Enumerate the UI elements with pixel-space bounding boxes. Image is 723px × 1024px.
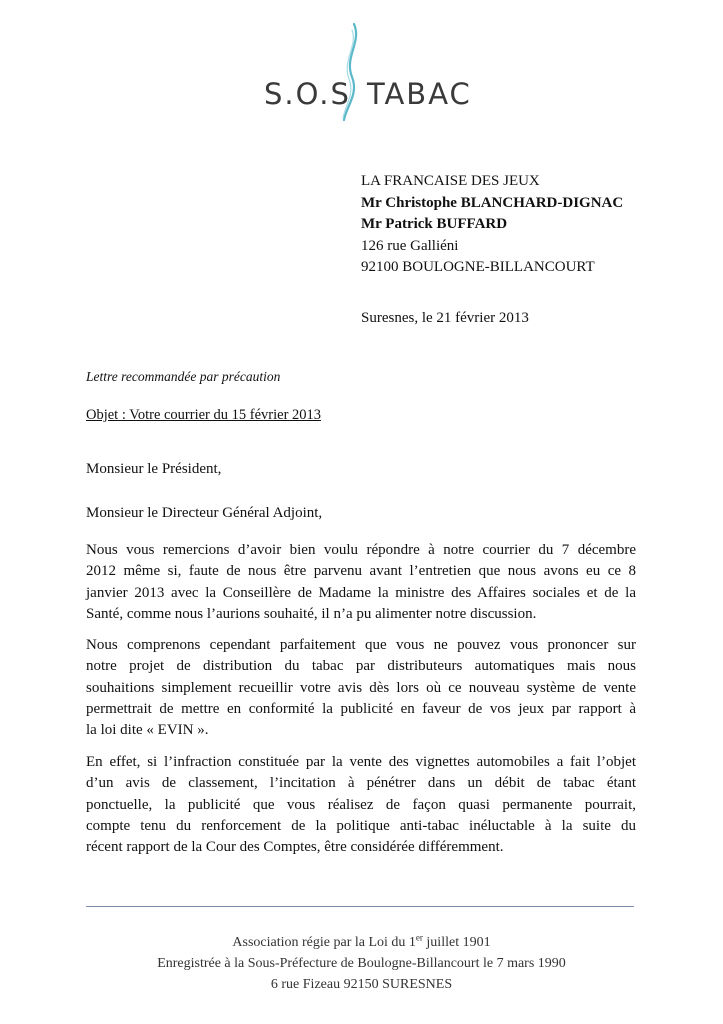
footer-divider — [86, 906, 634, 907]
salutation-directeur: Monsieur le Directeur Général Adjoint, — [86, 505, 323, 521]
paragraph-line: d’un avis de classement, l’incitation à pénétrer dans un débit de tabac étant — [86, 775, 636, 792]
recipient-org: LA FRANCAISE DES JEUX — [361, 173, 540, 189]
footer-line-3: 6 rue Fizeau 92150 SURESNES — [270, 977, 453, 992]
footer-line-1-rest: juillet 1901 — [422, 935, 491, 950]
recipient-address — [361, 171, 623, 279]
paragraph-3 — [86, 752, 636, 858]
paragraph-line: compte tenu du renforcement de la politique anti-tabac inéluctable à la suite du — [86, 817, 636, 834]
paragraph-line: souhaitions simplement recueillir votre avis dès lors où ce nouveau système de vente — [86, 679, 636, 696]
sos-tabac-logo — [262, 22, 472, 122]
letter-footer — [0, 932, 723, 995]
paragraph-line: notre projet de distribution du tabac par distributeurs automatiques mais nous — [86, 658, 636, 675]
recipient-name-1: Mr Christophe BLANCHARD-DIGNAC — [361, 194, 624, 211]
recipient-street: 126 rue Galliéni — [361, 237, 459, 254]
paragraph-line: Nous comprenons cependant parfaitement que vous ne pouvez vous prononcer sur — [86, 637, 636, 653]
paragraph-line: permettrait de mettre en conformité la publicité en faveur de vos jeux par rapport à — [86, 700, 636, 717]
delivery-mode: Lettre recommandée par précaution — [86, 369, 281, 384]
logo-swirl-icon — [332, 22, 372, 122]
paragraph-line: récent rapport de la Cour des Comptes, être considérée différemment. — [86, 839, 504, 856]
footer-line-2: Enregistrée à la Sous-Préfecture de Boulogne-Billancourt le 7 mars 1990 — [157, 956, 566, 971]
letter-date: Suresnes, le 21 février 2013 — [361, 310, 529, 326]
letter-subject: Objet : Votre courrier du 15 février 2013 — [86, 407, 322, 423]
logo-text-right: TABAC — [367, 77, 472, 111]
logo-text-left: S.O.S — [264, 77, 351, 111]
paragraph-2 — [86, 635, 636, 741]
salutation-president: Monsieur le Président, — [86, 461, 222, 477]
paragraph-line: la loi dite « EVIN ». — [86, 722, 209, 739]
footer-line-1-text: Association régie par la Loi du 1 — [232, 935, 416, 950]
paragraph-line: ponctuelle, la publicité que vous réalisez de façon quasi permanente pourrait, — [86, 796, 636, 813]
footer-line-1-sup: er — [415, 932, 423, 943]
paragraph-line: Santé, comme nous l’aurions souhaité, il n’a pu alimenter notre discussion. — [86, 605, 537, 622]
paragraph-line: 2012 même si, faute de nous être parvenu avant l’entretien que nous avons eu ce 8 — [86, 563, 636, 580]
recipient-name-2: Mr Patrick BUFFARD — [361, 216, 508, 232]
paragraph-1 — [86, 540, 636, 625]
recipient-city: 92100 BOULOGNE-BILLANCOURT — [361, 259, 595, 275]
paragraph-line: janvier 2013 avec la Conseillère de Madame la ministre des Affaires sociales et de la — [86, 584, 636, 601]
paragraph-line: En effet, si l’infraction constituée par la vente des vignettes automobiles a fait l’objet — [86, 754, 636, 770]
paragraph-line: Nous vous remercions d’avoir bien voulu répondre à notre courrier du 7 décembre — [86, 542, 636, 558]
footer-line-1 — [0, 932, 723, 953]
